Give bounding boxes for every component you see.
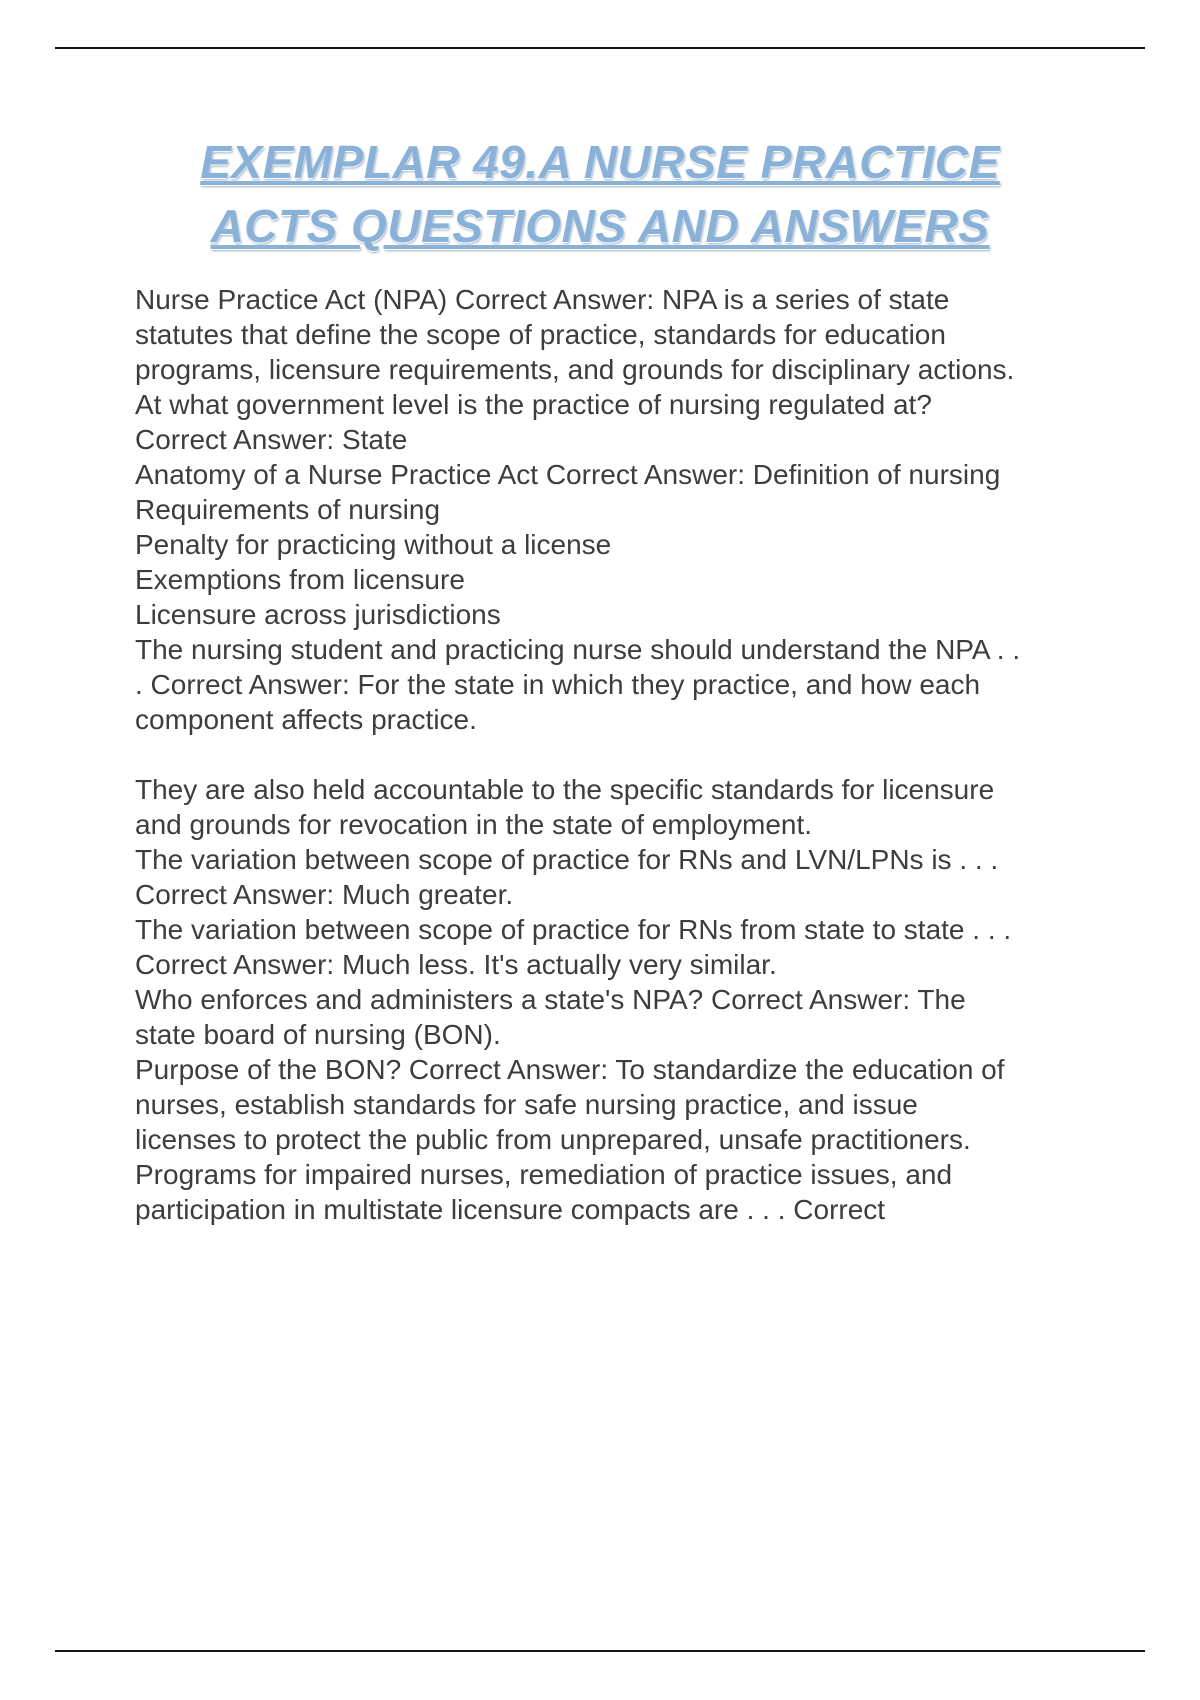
bottom-divider — [55, 1650, 1145, 1652]
paragraph: Penalty for practicing without a license — [135, 529, 612, 560]
paragraph: Licensure across jurisdictions — [135, 599, 501, 630]
paragraph: At what government level is the practice of nursing regulated at? Correct Answer: State — [135, 389, 932, 455]
paragraph: The nursing student and practicing nurse should understand the NPA . . . Correct Answer: For the state in which they practice, and how each component affects practice. — [135, 634, 1021, 735]
paragraph: Purpose of the BON? Correct Answer: To standardize the education of nurses, establish standards for safe nursing practice, and issue licenses to protect the public from unprepared, unsafe practitioners. — [135, 1054, 1005, 1155]
paragraph: Anatomy of a Nurse Practice Act Correct Answer: Definition of nursing — [135, 459, 1001, 490]
paragraph: Nurse Practice Act (NPA) Correct Answer: NPA is a series of state statutes that define the scope of practice, standards for education programs, licensure requirements, and grounds for disciplinary actions. — [135, 284, 1015, 385]
paragraph: The variation between scope of practice for RNs and LVN/LPNs is . . . Correct Answer: Much greater. — [135, 844, 999, 910]
document-title-line-2: ACTS QUESTIONS AND ANSWERS — [210, 200, 990, 252]
paragraph: The variation between scope of practice for RNs from state to state . . . Correct Answer: Much less. It's actually very similar. — [135, 914, 1012, 980]
paragraph: They are also held accountable to the specific standards for licensure and grounds for revocation in the state of employment. — [135, 774, 995, 840]
document-title — [0, 130, 1200, 258]
document-body — [135, 282, 1025, 1227]
paragraph: Who enforces and administers a state's NPA? Correct Answer: The state board of nursing (BON). — [135, 984, 966, 1050]
paragraph: Requirements of nursing — [135, 494, 441, 525]
paragraph-spacer — [135, 737, 1025, 772]
document-title-line-1: EXEMPLAR 49.A NURSE PRACTICE — [200, 136, 1000, 188]
top-divider — [55, 47, 1145, 49]
paragraph: Exemptions from licensure — [135, 564, 465, 595]
paragraph: Programs for impaired nurses, remediation of practice issues, and participation in multistate licensure compacts are . . . Correct — [135, 1159, 953, 1225]
